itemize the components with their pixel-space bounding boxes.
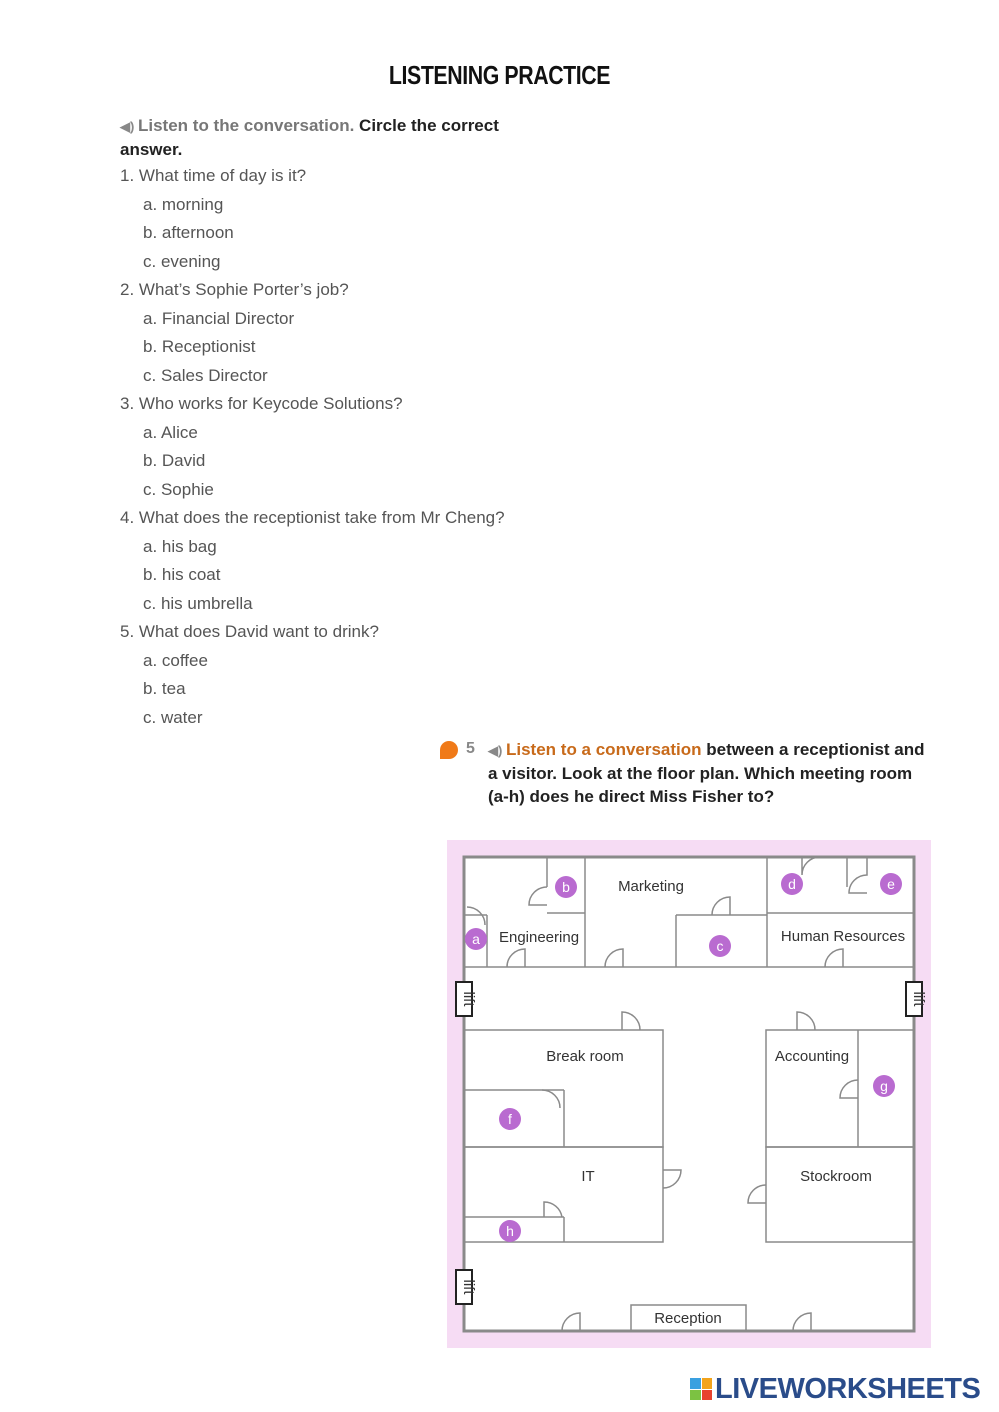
option[interactable]: b. David <box>143 451 206 470</box>
instruction-task: between a receptionist and a visitor. Look at the floor plan. Which meeting room (a-h) does he direct Miss Fisher to? <box>488 740 925 806</box>
question-2: 2. What’s Sophie Porter’s job? <box>120 280 349 299</box>
lift-label: lift <box>910 991 927 1007</box>
speaker-icon[interactable]: ◀) <box>488 743 503 758</box>
marker-c[interactable] <box>709 935 731 957</box>
marker-f[interactable] <box>499 1108 521 1130</box>
option[interactable]: c. water <box>143 708 203 727</box>
exercise1-instruction <box>120 114 500 161</box>
question-4: 4. What does the receptionist take from Mr Cheng? <box>120 508 505 527</box>
room-human-resources: Human Resources <box>780 928 906 945</box>
marker-label: c <box>716 938 724 954</box>
room-break-room: Break room <box>546 1048 624 1065</box>
option[interactable]: b. afternoon <box>143 223 234 242</box>
question-5: 5. What does David want to drink? <box>120 622 379 641</box>
marker-label: f <box>508 1111 512 1127</box>
lift-label: lift <box>460 991 477 1007</box>
question-3: 3. Who works for Keycode Solutions? <box>120 394 403 413</box>
option[interactable]: a. Alice <box>143 423 198 442</box>
marker-label: e <box>887 876 895 892</box>
instruction-task: Circle the correct answer. <box>120 116 499 159</box>
option[interactable]: c. evening <box>143 252 221 271</box>
lift-label: lift <box>460 1279 477 1295</box>
marker-h[interactable] <box>499 1220 521 1242</box>
marker-label: g <box>880 1078 888 1094</box>
exercise-badge-icon <box>440 741 458 759</box>
option[interactable]: c. Sophie <box>143 480 214 499</box>
room-it: IT <box>581 1168 595 1185</box>
marker-a[interactable] <box>465 928 487 950</box>
floor-plan <box>447 840 931 1348</box>
question-1: 1. What time of day is it? <box>120 166 307 185</box>
marker-label: h <box>506 1223 514 1239</box>
room-accounting: Accounting <box>774 1048 850 1065</box>
logo-text: LIVEWORKSHEETS <box>715 1372 981 1405</box>
page-title: LISTENING PRACTICE <box>388 60 611 90</box>
logo-blocks-icon <box>690 1378 712 1400</box>
marker-d[interactable] <box>781 873 803 895</box>
option[interactable]: a. his bag <box>143 537 217 556</box>
speaker-icon[interactable]: ◀) <box>120 119 135 134</box>
room-stockroom: Stockroom <box>800 1168 872 1185</box>
room-marketing: Marketing <box>618 878 684 895</box>
marker-e[interactable] <box>880 873 902 895</box>
marker-label: a <box>472 931 480 947</box>
option[interactable]: a. coffee <box>143 651 208 670</box>
option[interactable]: a. Financial Director <box>143 309 295 328</box>
exercise2-instruction <box>488 738 928 808</box>
option[interactable]: c. Sales Director <box>143 366 268 385</box>
instruction-lead: Listen to a conversation <box>506 740 702 759</box>
option[interactable]: b. Receptionist <box>143 337 256 356</box>
option[interactable]: b. tea <box>143 679 186 698</box>
instruction-lead: Listen to the conversation. <box>138 116 355 135</box>
option[interactable]: a. morning <box>143 195 224 214</box>
exercise-number: 5 <box>466 740 475 757</box>
marker-label: d <box>788 876 796 892</box>
option[interactable]: b. his coat <box>143 565 221 584</box>
marker-label: b <box>562 879 570 895</box>
marker-b[interactable] <box>555 876 577 898</box>
room-engineering: Engineering <box>498 929 580 946</box>
option[interactable]: c. his umbrella <box>143 594 253 613</box>
marker-g[interactable] <box>873 1075 895 1097</box>
room-reception: Reception <box>654 1310 722 1327</box>
liveworksheets-logo[interactable] <box>690 1372 980 1406</box>
